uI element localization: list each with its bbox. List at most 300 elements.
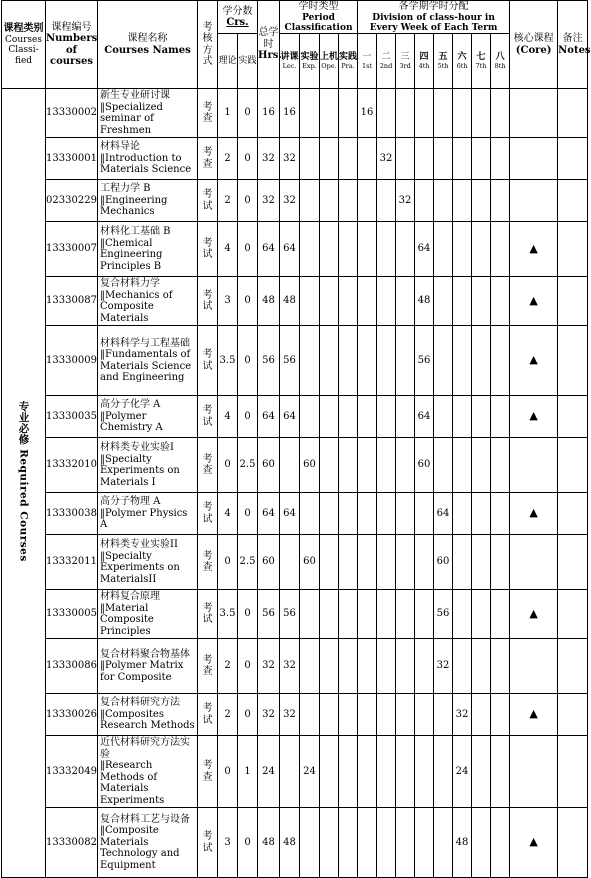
term-8-hours: [491, 222, 510, 277]
term-5-hours: [434, 694, 453, 736]
term-3-hours: [396, 590, 415, 639]
course-exam: 考试: [198, 180, 218, 222]
course-name: [98, 180, 198, 222]
course-name-cn: 工程力学 B: [100, 183, 151, 195]
header-period-pra-cn: 实践: [339, 52, 358, 63]
credits-theory: 4: [218, 396, 238, 438]
hours-pra: [339, 180, 358, 222]
header-period: [280, 1, 358, 34]
course-name: [98, 277, 198, 326]
term-1-hours: [358, 326, 377, 396]
credits-practice: 0: [238, 493, 258, 535]
core-marker: [510, 180, 558, 222]
table-row: [2, 326, 588, 396]
total-hours: 32: [258, 180, 280, 222]
course-name: [98, 736, 198, 808]
core-marker: ▲: [510, 277, 558, 326]
credits-practice: 0: [238, 808, 258, 878]
course-name-en: ‖Composites Research Methods: [100, 708, 195, 732]
header-exam: 考核方式: [198, 1, 218, 89]
total-hours: 64: [258, 222, 280, 277]
term-2-hours: [377, 493, 396, 535]
hours-lec: [280, 736, 300, 808]
header-core: [510, 1, 558, 89]
header-credits-cn: 学分数: [222, 5, 253, 17]
course-name-en: ‖Specialty Experiments on MaterialsII: [100, 550, 180, 585]
core-marker: ▲: [510, 493, 558, 535]
term-1-hours: [358, 808, 377, 878]
course-code: 13330026: [46, 694, 98, 736]
term-2-hours: 32: [377, 138, 396, 180]
hours-pra: [339, 277, 358, 326]
hours-ope: [320, 180, 339, 222]
notes-cell: [558, 639, 588, 694]
header-period-ope-en: Ope.: [321, 61, 337, 70]
header-term-5-cn: 五: [438, 52, 448, 63]
term-4-hours: [415, 590, 434, 639]
course-name: [98, 438, 198, 493]
hours-ope: [320, 326, 339, 396]
total-hours: 56: [258, 590, 280, 639]
course-name-cn: 材料导论: [100, 141, 140, 153]
hours-lec: 64: [280, 396, 300, 438]
course-name: [98, 89, 198, 138]
header-core-cn: 核心课程: [513, 33, 554, 45]
term-6-hours: [453, 535, 472, 590]
notes-cell: [558, 138, 588, 180]
hours-pra: [339, 396, 358, 438]
header-term-4-en: 4th: [418, 61, 430, 70]
term-7-hours: [472, 535, 491, 590]
header-term-6-cn: 六: [457, 52, 467, 63]
header-term-1: [358, 34, 377, 89]
course-name-en: ‖Specialized seminar of Freshmen: [100, 101, 163, 136]
hours-exp: [300, 277, 320, 326]
term-4-hours: [415, 535, 434, 590]
term-8-hours: [491, 590, 510, 639]
core-marker: [510, 89, 558, 138]
term-4-hours: [415, 639, 434, 694]
hours-exp: [300, 326, 320, 396]
course-exam: 考查: [198, 639, 218, 694]
hours-exp: [300, 808, 320, 878]
term-5-hours: [434, 89, 453, 138]
term-2-hours: [377, 590, 396, 639]
term-3-hours: 32: [396, 180, 415, 222]
header-period-ope-cn: 上机: [320, 52, 339, 63]
term-6-hours: [453, 326, 472, 396]
hours-ope: [320, 396, 339, 438]
course-name-en: ‖Polymer Chemistry A: [100, 410, 163, 434]
hours-lec: 56: [280, 326, 300, 396]
hours-pra: [339, 736, 358, 808]
course-name-en: ‖Polymer Physics A: [100, 507, 188, 531]
course-code: 13330082: [46, 808, 98, 878]
hours-exp: 60: [300, 535, 320, 590]
term-2-hours: [377, 396, 396, 438]
term-3-hours: [396, 493, 415, 535]
credits-practice: 0: [238, 639, 258, 694]
term-4-hours: 64: [415, 396, 434, 438]
table-row: [2, 222, 588, 277]
credits-theory: 3.5: [218, 326, 238, 396]
term-7-hours: [472, 590, 491, 639]
term-3-hours: [396, 639, 415, 694]
course-name-cn: 材料复合原理: [100, 591, 160, 603]
course-name: [98, 808, 198, 878]
hours-lec: 48: [280, 277, 300, 326]
term-8-hours: [491, 396, 510, 438]
hours-lec: 64: [280, 222, 300, 277]
term-6-hours: [453, 138, 472, 180]
term-6-hours: [453, 438, 472, 493]
term-7-hours: [472, 89, 491, 138]
course-name-en: ‖Research Methods of Materials Experiments: [100, 760, 165, 806]
term-7-hours: [472, 277, 491, 326]
course-exam: 考试: [198, 396, 218, 438]
header-period-lec-en: Lec.: [282, 61, 297, 70]
term-2-hours: [377, 326, 396, 396]
term-3-hours: [396, 808, 415, 878]
header-period-exp: [300, 34, 320, 89]
term-5-hours: 64: [434, 493, 453, 535]
course-name-cn: 复合材料力学: [100, 278, 160, 290]
notes-cell: [558, 438, 588, 493]
core-marker: ▲: [510, 326, 558, 396]
hours-lec: 32: [280, 639, 300, 694]
term-5-hours: [434, 138, 453, 180]
credits-theory: 3: [218, 277, 238, 326]
header-notes-en: Notes: [558, 44, 591, 56]
hours-lec: 32: [280, 180, 300, 222]
course-code: 13332011: [46, 535, 98, 590]
term-4-hours: 56: [415, 326, 434, 396]
term-8-hours: [491, 535, 510, 590]
course-code: 13330002: [46, 89, 98, 138]
table-row: [2, 694, 588, 736]
credits-practice: 0: [238, 326, 258, 396]
course-code: 13332010: [46, 438, 98, 493]
term-4-hours: [415, 493, 434, 535]
total-hours: 56: [258, 326, 280, 396]
course-exam: 考查: [198, 736, 218, 808]
credits-theory: 0: [218, 438, 238, 493]
total-hours: 16: [258, 89, 280, 138]
credits-practice: 0: [238, 138, 258, 180]
core-marker: [510, 535, 558, 590]
header-term-4-cn: 四: [419, 52, 429, 63]
hours-ope: [320, 736, 339, 808]
term-2-hours: [377, 535, 396, 590]
course-name: [98, 222, 198, 277]
term-5-hours: [434, 277, 453, 326]
term-1-hours: [358, 180, 377, 222]
hours-ope: [320, 89, 339, 138]
header-name: [98, 1, 198, 89]
table-row: [2, 89, 588, 138]
term-3-hours: [396, 694, 415, 736]
course-exam: 考试: [198, 222, 218, 277]
credits-theory: 2: [218, 180, 238, 222]
course-name-en: ‖Material Composite Principles: [100, 602, 154, 637]
curriculum-table: [1, 0, 591, 878]
course-name-cn: 近代材料研究方法实验: [100, 737, 190, 760]
core-marker: [510, 639, 558, 694]
header-number-en: Numbers of courses: [46, 33, 98, 68]
course-name-cn: 复合材料研究方法: [100, 697, 180, 709]
hours-exp: [300, 493, 320, 535]
header-term-6: [453, 34, 472, 89]
term-1-hours: [358, 535, 377, 590]
term-5-hours: [434, 180, 453, 222]
header-term-7-en: 7th: [475, 61, 487, 70]
term-4-hours: [415, 736, 434, 808]
term-7-hours: [472, 736, 491, 808]
credits-practice: 0: [238, 180, 258, 222]
course-name-cn: 复合材料工艺与设备: [100, 813, 190, 825]
hours-exp: [300, 590, 320, 639]
hours-exp: [300, 180, 320, 222]
course-name-en: ‖Polymer Matrix for Composite: [100, 660, 184, 683]
course-name-en: ‖Chemical Engineering Principles B: [100, 237, 163, 272]
hours-ope: [320, 138, 339, 180]
term-6-hours: 32: [453, 694, 472, 736]
term-6-hours: 48: [453, 808, 472, 878]
header-core-en: (Core): [515, 44, 552, 56]
hours-pra: [339, 138, 358, 180]
course-name-en: ‖Introduction to Materials Science: [100, 152, 192, 176]
header-period-ope: [320, 34, 339, 89]
course-exam: 考查: [198, 535, 218, 590]
hours-lec: 56: [280, 590, 300, 639]
term-2-hours: [377, 694, 396, 736]
hours-lec: 16: [280, 89, 300, 138]
hours-exp: [300, 396, 320, 438]
term-5-hours: [434, 736, 453, 808]
course-category-cell: [2, 89, 46, 878]
credits-theory: 2: [218, 639, 238, 694]
hours-pra: [339, 808, 358, 878]
term-5-hours: [434, 222, 453, 277]
header-term-2: [377, 34, 396, 89]
term-3-hours: [396, 326, 415, 396]
header-term-8: [491, 34, 510, 89]
term-1-hours: [358, 590, 377, 639]
hours-pra: [339, 222, 358, 277]
hours-pra: [339, 89, 358, 138]
term-5-hours: [434, 396, 453, 438]
term-8-hours: [491, 808, 510, 878]
term-8-hours: [491, 639, 510, 694]
notes-cell: [558, 535, 588, 590]
term-2-hours: [377, 736, 396, 808]
table-row: [2, 180, 588, 222]
course-code: 13330087: [46, 277, 98, 326]
term-5-hours: 56: [434, 590, 453, 639]
term-3-hours: [396, 138, 415, 180]
term-4-hours: 48: [415, 277, 434, 326]
core-marker: [510, 138, 558, 180]
term-8-hours: [491, 493, 510, 535]
header-division-en: Division of class-hour in Every Week of Each Term: [369, 12, 498, 33]
term-3-hours: [396, 736, 415, 808]
hours-lec: 32: [280, 694, 300, 736]
course-name-en: ‖Specialty Experiments on Materials I: [100, 453, 180, 488]
term-3-hours: [396, 222, 415, 277]
term-1-hours: [358, 277, 377, 326]
term-8-hours: [491, 694, 510, 736]
header-period-lec: [280, 34, 300, 89]
term-4-hours: 64: [415, 222, 434, 277]
term-1-hours: [358, 493, 377, 535]
hours-lec: [280, 535, 300, 590]
header-hours-cn: 总学时: [258, 27, 279, 50]
core-marker: [510, 736, 558, 808]
term-6-hours: 24: [453, 736, 472, 808]
credits-practice: 0: [238, 396, 258, 438]
term-6-hours: [453, 277, 472, 326]
course-name-cn: 材料类专业实验I: [100, 442, 174, 454]
course-exam: 考查: [198, 89, 218, 138]
header-period-exp-en: Exp.: [302, 61, 317, 70]
term-3-hours: [396, 89, 415, 138]
credits-theory: 3: [218, 808, 238, 878]
header-category-en: Courses Classi-fied: [5, 34, 42, 66]
term-7-hours: [472, 438, 491, 493]
course-exam: 考试: [198, 694, 218, 736]
course-name: [98, 138, 198, 180]
term-6-hours: [453, 89, 472, 138]
term-8-hours: [491, 326, 510, 396]
notes-cell: [558, 396, 588, 438]
term-2-hours: [377, 277, 396, 326]
core-marker: ▲: [510, 396, 558, 438]
header-category-cn: 课程类别: [3, 23, 44, 35]
total-hours: 32: [258, 138, 280, 180]
table-row: [2, 396, 588, 438]
hours-exp: [300, 138, 320, 180]
term-5-hours: [434, 808, 453, 878]
total-hours: 24: [258, 736, 280, 808]
hours-exp: 24: [300, 736, 320, 808]
header-term-5-en: 5th: [437, 61, 449, 70]
term-6-hours: [453, 222, 472, 277]
header-term-1-cn: 一: [362, 52, 372, 63]
course-name-en: ‖Engineering Mechanics: [100, 194, 168, 218]
credits-theory: 2: [218, 138, 238, 180]
hours-ope: [320, 694, 339, 736]
term-6-hours: [453, 180, 472, 222]
header-category: [2, 1, 46, 89]
term-1-hours: [358, 694, 377, 736]
header-term-3-en: 3rd: [399, 61, 411, 70]
header-period-en: Period Classification: [284, 12, 353, 33]
table-row: [2, 138, 588, 180]
hours-pra: [339, 438, 358, 493]
term-1-hours: [358, 438, 377, 493]
credits-practice: 0: [238, 590, 258, 639]
hours-exp: [300, 694, 320, 736]
course-code: 13332049: [46, 736, 98, 808]
notes-cell: [558, 180, 588, 222]
header-notes: [558, 1, 591, 89]
term-2-hours: [377, 89, 396, 138]
term-3-hours: [396, 535, 415, 590]
course-code: 13330035: [46, 396, 98, 438]
header-term-7: [472, 34, 491, 89]
course-code: 02330229: [46, 180, 98, 222]
course-name-cn: 高分子物理 A: [100, 496, 161, 508]
header-term-2-en: 2nd: [379, 61, 393, 70]
course-exam: 考试: [198, 590, 218, 639]
course-name: [98, 639, 198, 694]
total-hours: 32: [258, 694, 280, 736]
table-row: [2, 590, 588, 639]
header-period-lec-cn: 讲课: [280, 52, 299, 63]
term-7-hours: [472, 694, 491, 736]
table-row: [2, 639, 588, 694]
term-1-hours: [358, 639, 377, 694]
course-exam: 考试: [198, 808, 218, 878]
header-division-cn: 各学期学时分配: [398, 1, 469, 12]
term-1-hours: [358, 396, 377, 438]
hours-lec: [280, 438, 300, 493]
hours-pra: [339, 694, 358, 736]
table-row: [2, 535, 588, 590]
term-5-hours: [434, 326, 453, 396]
notes-cell: [558, 736, 588, 808]
total-hours: 32: [258, 639, 280, 694]
hours-ope: [320, 277, 339, 326]
term-4-hours: [415, 89, 434, 138]
credits-theory: 3.5: [218, 590, 238, 639]
hours-ope: [320, 639, 339, 694]
course-exam: 考试: [198, 277, 218, 326]
hours-exp: 60: [300, 438, 320, 493]
credits-theory: 0: [218, 736, 238, 808]
credits-theory: 1: [218, 89, 238, 138]
header-term-1-en: 1st: [362, 61, 373, 70]
header-name-cn: 课程名称: [127, 33, 168, 45]
course-name-en: ‖Composite Materials Technology and Equipment: [100, 825, 180, 871]
hours-ope: [320, 535, 339, 590]
course-code: 13330005: [46, 590, 98, 639]
total-hours: 64: [258, 493, 280, 535]
header-notes-cn: 备注: [562, 33, 583, 45]
hours-ope: [320, 493, 339, 535]
total-hours: 60: [258, 438, 280, 493]
term-2-hours: [377, 808, 396, 878]
course-code: 13330009: [46, 326, 98, 396]
hours-pra: [339, 639, 358, 694]
course-name: [98, 590, 198, 639]
header-term-8-en: 8th: [494, 61, 506, 70]
course-name-cn: 材料科学与工程基础: [100, 337, 190, 349]
table-row: [2, 493, 588, 535]
header-term-2-cn: 二: [381, 52, 391, 63]
notes-cell: [558, 590, 588, 639]
term-4-hours: [415, 180, 434, 222]
total-hours: 48: [258, 808, 280, 878]
hours-lec: 32: [280, 138, 300, 180]
table-row: [2, 736, 588, 808]
core-marker: ▲: [510, 808, 558, 878]
course-exam: 考查: [198, 138, 218, 180]
header-term-4: [415, 34, 434, 89]
course-name: [98, 326, 198, 396]
hours-pra: [339, 535, 358, 590]
header-number-cn: 课程编号: [51, 21, 92, 33]
